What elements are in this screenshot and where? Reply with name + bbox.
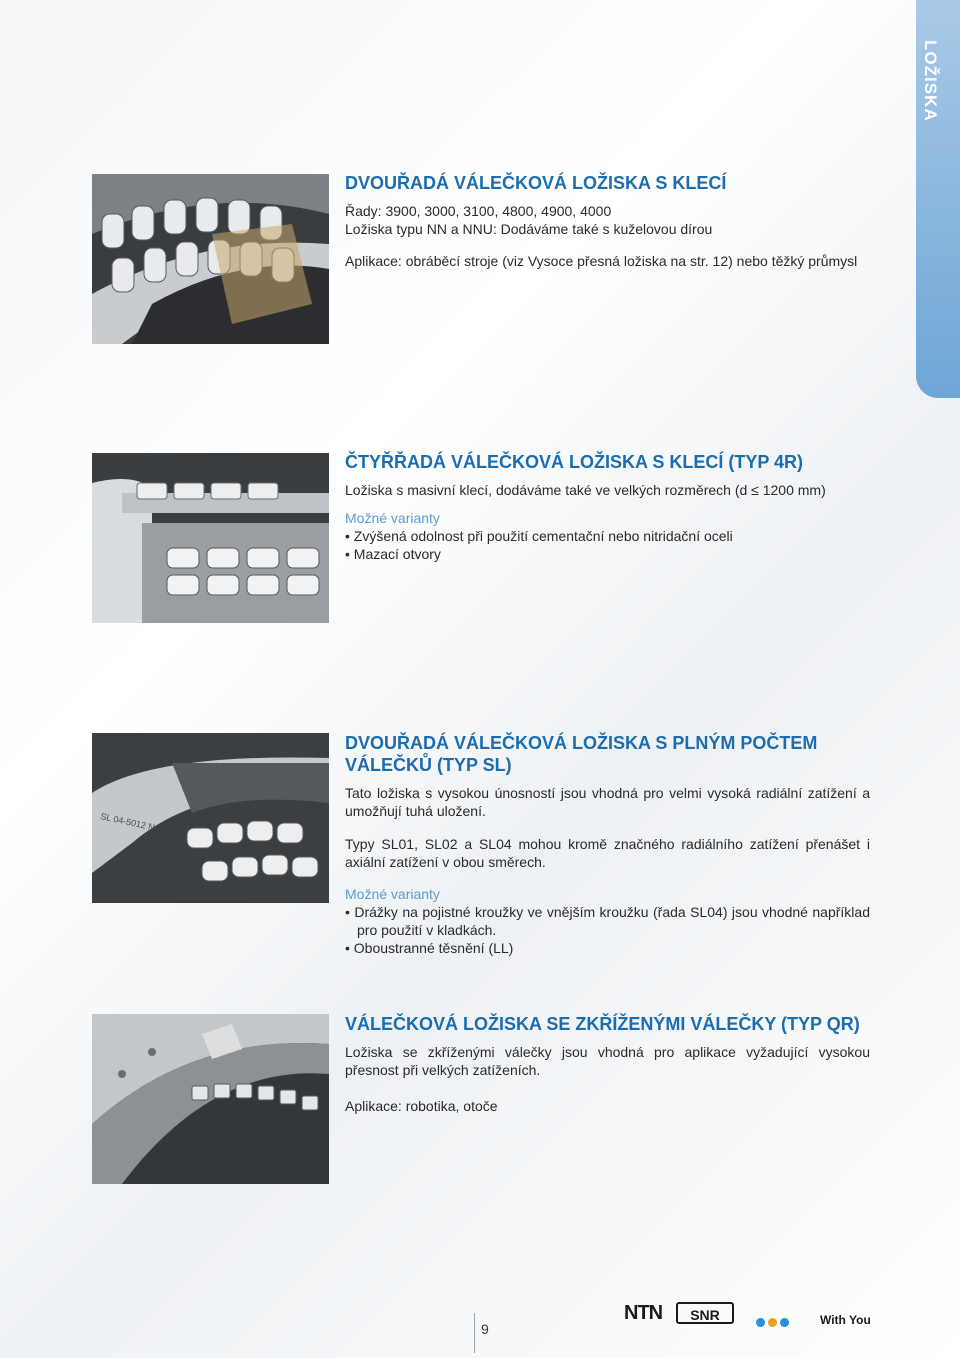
snr-logo: SNR: [676, 1302, 734, 1324]
brand-dots: [756, 1314, 792, 1332]
variants-title: Možné varianty: [345, 510, 440, 526]
dot-icon: [780, 1318, 789, 1327]
types-line: Ložiska typu NN a NNU: Dodáváme také s kuželovou dírou: [345, 221, 713, 237]
section-double-row-cage: [345, 172, 870, 270]
section-tab-label: LOŽISKA: [921, 40, 940, 122]
page-number: 9: [474, 1313, 504, 1353]
photo-double-row-cage-bearing: [92, 174, 329, 344]
bearing-illustration-1: [92, 174, 329, 344]
section-title: DVOUŘADÁ VÁLEČKOVÁ LOŽISKA S KLECÍ: [345, 173, 727, 193]
section-title-line1: DVOUŘADÁ VÁLEČKOVÁ LOŽISKA S PLNÝM POČTEM: [345, 733, 818, 753]
section-tab: [916, 0, 960, 398]
photo-four-row-bearing: [92, 453, 329, 623]
description-line: Ložiska s masivní klecí, dodáváme také ve velkých rozměrech (d ≤ 1200 mm): [345, 482, 826, 498]
section-crossed-roller: [345, 1013, 870, 1115]
ntn-logo: NTN: [624, 1302, 663, 1324]
series-line: Řady: 3900, 3000, 3100, 4800, 4900, 4000: [345, 203, 612, 219]
bearing-illustration-2: [92, 453, 329, 623]
bearing-marking: SL 04-5012 N: [99, 811, 156, 833]
dot-icon: [768, 1318, 777, 1327]
section-four-row: [345, 451, 870, 563]
application-line: Aplikace: robotika, otoče: [345, 1098, 498, 1114]
variant-item: • Drážky na pojistné kroužky ve vnějším kroužku (řada SL04) jsou vhodné například pro použití v kladkách.: [345, 904, 870, 938]
variant-item: • Oboustranné těsnění (LL): [345, 940, 514, 956]
section-title: VÁLEČKOVÁ LOŽISKA SE ZKŘÍŽENÝMI VÁLEČKY (TYP QR): [345, 1014, 860, 1034]
footer-logos: [624, 1300, 874, 1330]
application-line: Aplikace: obráběcí stroje (viz Vysoce přesná ložiska na str. 12) nebo těžký průmysl: [345, 253, 858, 269]
variant-item: • Zvýšená odolnost při použití cementační nebo nitridační oceli: [345, 528, 733, 544]
variants-title: Možné varianty: [345, 886, 440, 902]
bearing-illustration-3: [92, 733, 329, 903]
photo-crossed-roller-bearing: [92, 1014, 329, 1184]
photo-full-complement-bearing: [92, 733, 329, 903]
bearing-illustration-4: [92, 1014, 329, 1184]
paragraph-2: Typy SL01, SL02 a SL04 mohou kromě značného radiálního zatížení přenášet i axiální zatížení v obou směrech.: [345, 836, 870, 870]
paragraph-1: Tato ložiska s vysokou únosností jsou vhodná pro velmi vysoká radiální zatížení a umožňují tuhá uložení.: [345, 785, 870, 819]
dot-icon: [756, 1318, 765, 1327]
section-full-complement: [345, 732, 870, 957]
tagline: With You: [820, 1313, 871, 1327]
paragraph-1: Ložiska se zkříženými válečky jsou vhodná pro aplikace vyžadující vysokou přesnost při velkých zatíženích.: [345, 1044, 870, 1078]
section-title: ČTYŘŘADÁ VÁLEČKOVÁ LOŽISKA S KLECÍ (TYP 4R): [345, 452, 804, 472]
section-title-line2: VÁLEČKŮ (TYP SL): [345, 755, 512, 775]
variant-item: • Mazací otvory: [345, 546, 441, 562]
